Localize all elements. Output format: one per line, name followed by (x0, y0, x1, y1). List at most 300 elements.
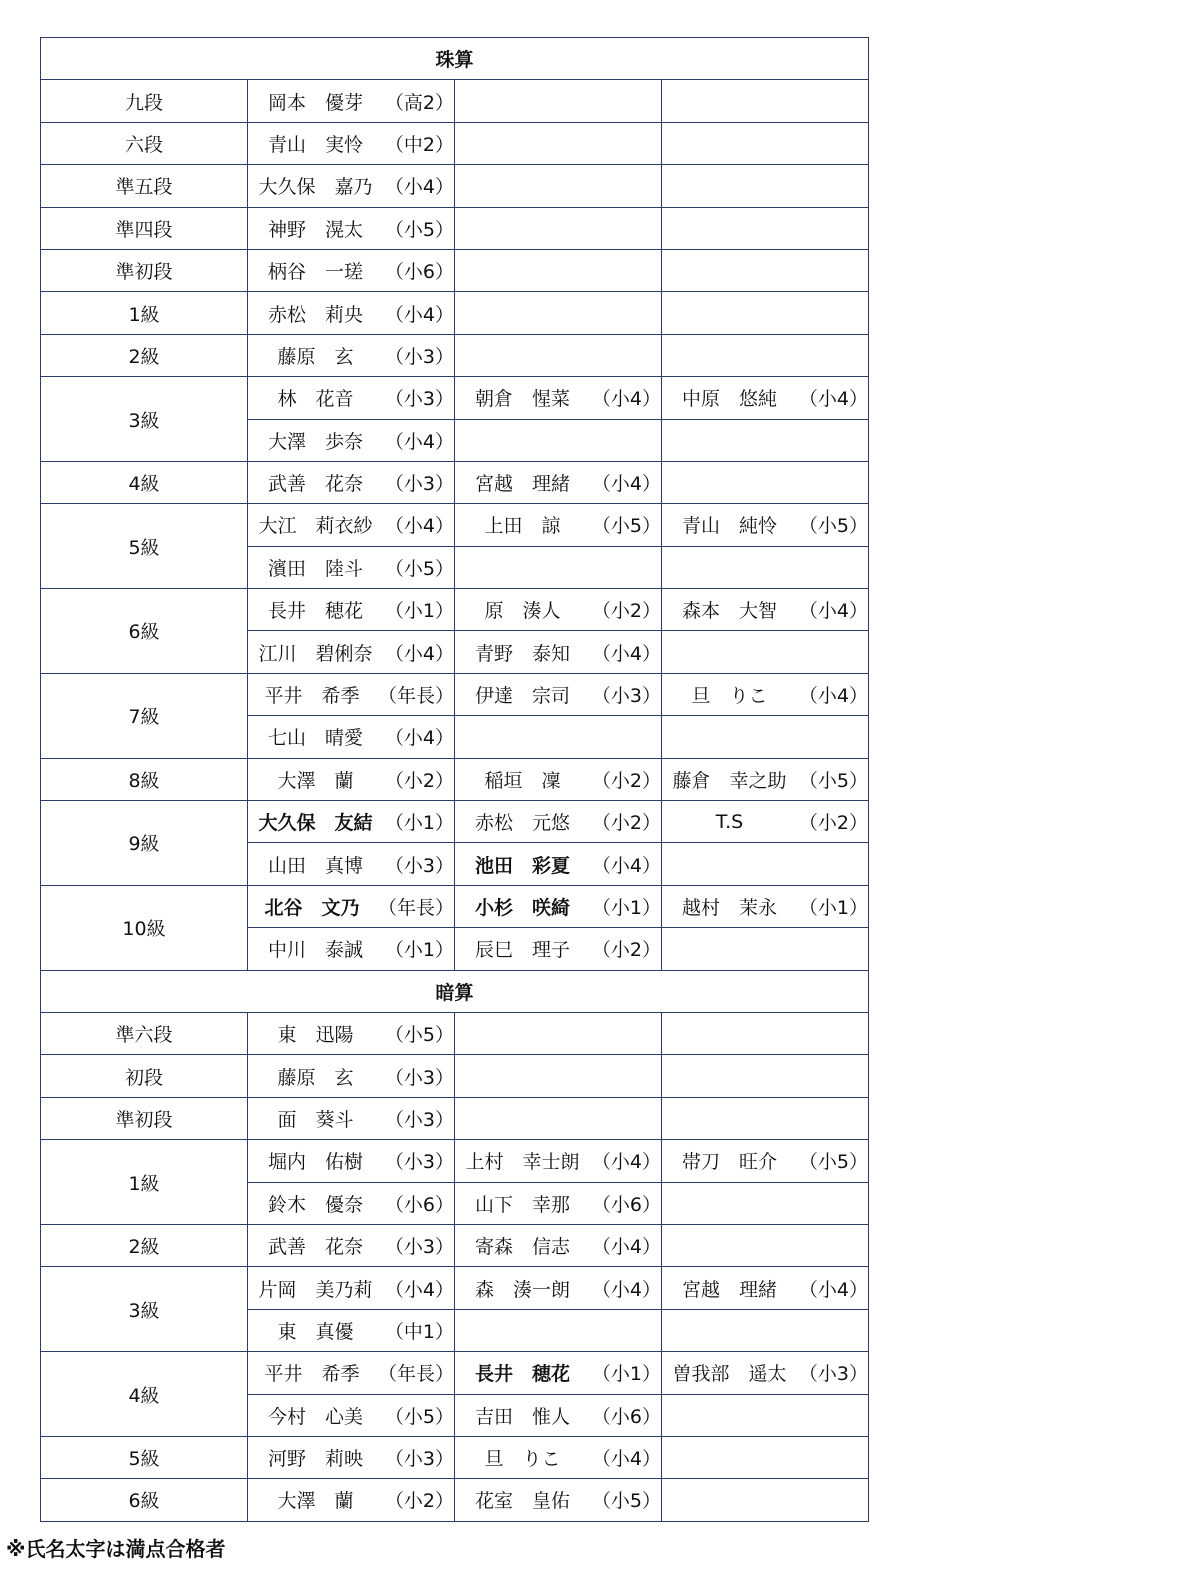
table-row (41, 589, 869, 631)
student-cell (248, 419, 455, 461)
student-cell (455, 546, 662, 588)
student-name: 宮越 理緒 (474, 473, 570, 496)
rank-label: 7級 (41, 673, 248, 758)
student-cell (455, 758, 662, 800)
student-cell (248, 885, 455, 927)
student-cell (248, 207, 455, 249)
section-header-row (41, 38, 869, 80)
student-cell (248, 461, 455, 503)
rank-label: 4級 (41, 461, 248, 503)
student-cell (248, 1140, 455, 1182)
student-cell (662, 716, 869, 758)
student-grade: （小4） (591, 1278, 661, 1301)
student-cell (455, 419, 662, 461)
student-name: 寄森 信志 (474, 1236, 570, 1259)
student-entry (455, 1402, 661, 1429)
student-cell (662, 758, 869, 800)
student-grade: （小3） (591, 685, 661, 708)
table-row (41, 758, 869, 800)
student-entry (662, 1147, 868, 1174)
student-name: 片岡 美乃莉 (258, 1278, 373, 1301)
student-cell (662, 589, 869, 631)
student-grade: （小4） (591, 1151, 661, 1174)
student-name: 青野 泰知 (474, 642, 570, 665)
student-entry (455, 766, 661, 793)
student-entry (455, 384, 661, 411)
student-cell (455, 928, 662, 970)
student-cell (248, 122, 455, 164)
student-entry (248, 723, 454, 750)
student-cell (662, 631, 869, 673)
student-cell (662, 843, 869, 885)
table-row (41, 461, 869, 503)
student-entry (248, 300, 454, 327)
student-entry (248, 427, 454, 454)
student-grade: （小5） (798, 769, 868, 792)
student-cell (455, 1309, 662, 1351)
student-grade: （小4） (798, 600, 868, 623)
student-entry (662, 681, 868, 708)
student-cell (662, 1012, 869, 1054)
student-cell (455, 1097, 662, 1139)
student-cell (248, 249, 455, 291)
student-entry (455, 1147, 661, 1174)
student-cell (662, 546, 869, 588)
rank-label: 準四段 (41, 207, 248, 249)
student-entry (248, 130, 454, 157)
student-name: 宮越 理緒 (681, 1278, 777, 1301)
student-name: 吉田 惟人 (474, 1405, 570, 1428)
student-grade: （年長） (377, 685, 454, 708)
table-row (41, 249, 869, 291)
table-row (41, 1352, 869, 1394)
table-row (41, 1097, 869, 1139)
student-entry (455, 1232, 661, 1259)
student-cell (455, 1479, 662, 1521)
student-name: 山下 幸那 (474, 1193, 570, 1216)
rank-label: 8級 (41, 758, 248, 800)
student-name: 青山 純怜 (681, 515, 777, 538)
student-cell (662, 122, 869, 164)
student-name: 大久保 友結 (258, 812, 373, 835)
student-name: 中川 泰誠 (267, 939, 363, 962)
student-entry (248, 596, 454, 623)
student-grade: （小4） (384, 727, 454, 750)
rank-label: 初段 (41, 1055, 248, 1097)
student-cell (455, 122, 662, 164)
student-grade: （小1） (384, 939, 454, 962)
student-grade: （小5） (591, 1490, 661, 1513)
student-cell (455, 1352, 662, 1394)
results-table (40, 37, 869, 1522)
student-cell (662, 1267, 869, 1309)
student-entry (248, 384, 454, 411)
student-cell (248, 673, 455, 715)
student-name: 七山 晴愛 (267, 727, 363, 750)
student-name: 柄谷 一瑳 (267, 261, 363, 284)
student-entry (248, 1275, 454, 1302)
student-name: 赤松 莉央 (267, 303, 363, 326)
student-grade: （小4） (591, 1236, 661, 1259)
student-grade: （小5） (591, 515, 661, 538)
student-name: 大江 莉衣紗 (258, 515, 373, 538)
table-row (41, 1012, 869, 1054)
student-entry (248, 1190, 454, 1217)
student-cell (248, 1267, 455, 1309)
student-cell (248, 1097, 455, 1139)
student-cell (248, 546, 455, 588)
student-cell (662, 419, 869, 461)
rank-label: 1級 (41, 1140, 248, 1225)
student-grade: （小3） (798, 1363, 868, 1386)
student-cell (248, 589, 455, 631)
student-grade: （小3） (384, 1448, 454, 1471)
student-grade: （小3） (384, 1066, 454, 1089)
student-grade: （小4） (798, 685, 868, 708)
student-name: 赤松 元悠 (474, 812, 570, 835)
student-entry (248, 893, 454, 920)
student-cell (662, 165, 869, 207)
student-grade: （小4） (384, 1278, 454, 1301)
student-cell (248, 801, 455, 843)
student-entry (662, 1275, 868, 1302)
rank-label: 3級 (41, 1267, 248, 1352)
student-cell (455, 165, 662, 207)
student-name: 鈴木 優奈 (267, 1193, 363, 1216)
student-cell (455, 1055, 662, 1097)
student-cell (455, 249, 662, 291)
student-grade: （小6） (384, 1193, 454, 1216)
student-name: 藤原 玄 (277, 1066, 354, 1089)
student-grade: （小1） (591, 1363, 661, 1386)
student-cell (662, 292, 869, 334)
student-grade: （小3） (384, 1236, 454, 1259)
rank-label: 2級 (41, 1224, 248, 1266)
student-entry (662, 893, 868, 920)
student-cell (248, 1394, 455, 1436)
table-row (41, 1224, 869, 1266)
student-name: 池田 彩夏 (474, 854, 570, 877)
student-entry (248, 681, 454, 708)
student-name: 辰巳 理子 (474, 939, 570, 962)
student-grade: （中2） (384, 133, 454, 156)
student-entry (455, 893, 661, 920)
student-grade: （小5） (798, 1151, 868, 1174)
rank-label: 1級 (41, 292, 248, 334)
student-grade: （小4） (384, 430, 454, 453)
student-name: 岡本 優芽 (267, 91, 363, 114)
student-name: 小杉 咲綺 (474, 897, 570, 919)
student-name: 森本 大智 (681, 600, 777, 623)
student-entry (455, 469, 661, 496)
student-cell (455, 80, 662, 122)
student-cell (248, 716, 455, 758)
student-name: 長井 穂花 (267, 600, 363, 623)
student-entry (662, 808, 868, 835)
student-entry (455, 511, 661, 538)
student-name: 武善 花奈 (267, 473, 363, 496)
student-cell (455, 673, 662, 715)
student-entry (248, 215, 454, 242)
student-name: 帯刀 旺介 (681, 1151, 777, 1174)
student-entry (248, 1486, 454, 1513)
student-cell (662, 1309, 869, 1351)
student-entry (455, 808, 661, 835)
student-grade: （小2） (384, 769, 454, 792)
student-name: 旦 りこ (484, 1448, 561, 1471)
student-name: 中原 悠純 (681, 388, 777, 411)
student-grade: （小2） (591, 812, 661, 835)
student-name: 原 湊人 (484, 600, 561, 623)
student-grade: （小2） (591, 939, 661, 962)
student-grade: （小4） (384, 642, 454, 665)
student-name: 青山 実怜 (267, 133, 363, 156)
student-grade: （小5） (384, 557, 454, 580)
rank-label: 5級 (41, 1436, 248, 1478)
student-name: 長井 穂花 (474, 1363, 570, 1386)
student-entry (662, 384, 868, 411)
student-grade: （小3） (384, 345, 454, 368)
student-name: 神野 滉太 (267, 218, 363, 241)
student-name: 平井 希季 (264, 685, 360, 708)
table-row (41, 292, 869, 334)
student-grade: （小4） (384, 176, 454, 199)
student-name: 森 湊一朗 (474, 1278, 570, 1301)
student-entry (662, 511, 868, 538)
student-grade: （小2） (384, 1490, 454, 1513)
student-cell (662, 1479, 869, 1521)
student-cell (248, 1012, 455, 1054)
student-name: T.S (715, 810, 744, 833)
student-cell (248, 292, 455, 334)
student-cell (455, 801, 662, 843)
student-entry (455, 1444, 661, 1471)
student-entry (248, 1402, 454, 1429)
student-grade: （小4） (591, 1448, 661, 1471)
rank-label: 4級 (41, 1352, 248, 1437)
student-cell (455, 631, 662, 673)
student-entry (662, 766, 868, 793)
student-cell (455, 1182, 662, 1224)
student-grade: （小1） (384, 812, 454, 835)
student-cell (248, 928, 455, 970)
student-entry (248, 511, 454, 538)
student-grade: （小4） (591, 854, 661, 877)
student-cell (455, 461, 662, 503)
student-cell (662, 1394, 869, 1436)
student-cell (662, 928, 869, 970)
student-grade: （小2） (591, 769, 661, 792)
student-cell (455, 207, 662, 249)
student-name: 朝倉 惺菜 (474, 388, 570, 411)
table-row (41, 504, 869, 546)
student-cell (248, 1436, 455, 1478)
student-entry (455, 596, 661, 623)
student-entry (248, 1232, 454, 1259)
student-name: 河野 莉映 (267, 1448, 363, 1471)
table-row (41, 80, 869, 122)
student-entry (248, 1105, 454, 1132)
student-cell (662, 1352, 869, 1394)
student-cell (248, 80, 455, 122)
student-name: 堀内 佑樹 (267, 1151, 363, 1174)
student-cell (248, 1224, 455, 1266)
student-name: 藤原 玄 (277, 345, 354, 368)
student-cell (662, 1140, 869, 1182)
rank-label: 六段 (41, 122, 248, 164)
student-grade: （小4） (591, 642, 661, 665)
student-name: 濱田 陸斗 (267, 557, 363, 580)
table-row (41, 885, 869, 927)
student-cell (248, 1479, 455, 1521)
student-cell (455, 716, 662, 758)
student-name: 平井 希季 (264, 1363, 360, 1386)
table-row (41, 1436, 869, 1478)
rank-label: 準初段 (41, 1097, 248, 1139)
student-cell (455, 334, 662, 376)
student-cell (455, 377, 662, 419)
rank-label: 九段 (41, 80, 248, 122)
section-title: 珠算 (41, 38, 869, 80)
student-grade: （小5） (384, 218, 454, 241)
student-cell (248, 504, 455, 546)
student-name: 面 葵斗 (277, 1108, 354, 1131)
student-grade: （小3） (384, 854, 454, 877)
student-entry (248, 342, 454, 369)
student-name: 伊達 宗司 (474, 685, 570, 708)
student-grade: （小2） (798, 812, 868, 835)
student-cell (248, 1055, 455, 1097)
student-cell (248, 758, 455, 800)
student-entry (248, 554, 454, 581)
table-row (41, 1267, 869, 1309)
student-entry (248, 1359, 454, 1386)
student-cell (455, 292, 662, 334)
student-entry (248, 1444, 454, 1471)
table-row (41, 334, 869, 376)
student-cell (662, 673, 869, 715)
student-grade: （小4） (798, 1278, 868, 1301)
student-cell (248, 1352, 455, 1394)
rank-label: 10級 (41, 885, 248, 970)
student-entry (455, 1486, 661, 1513)
student-entry (248, 935, 454, 962)
rank-label: 6級 (41, 589, 248, 674)
student-grade: （小1） (591, 897, 661, 919)
student-cell (662, 461, 869, 503)
student-name: 旦 りこ (691, 685, 768, 708)
table-row (41, 377, 869, 419)
student-grade: （小3） (384, 473, 454, 496)
student-entry (248, 766, 454, 793)
student-name: 山田 真博 (267, 854, 363, 877)
student-entry (248, 172, 454, 199)
student-grade: （小6） (591, 1405, 661, 1428)
student-name: 上田 諒 (484, 515, 561, 538)
student-name: 曽我部 遥太 (672, 1363, 787, 1386)
student-cell (455, 504, 662, 546)
student-grade: （小4） (798, 388, 868, 411)
student-name: 東 迅陽 (277, 1024, 354, 1047)
student-name: 北谷 文乃 (264, 897, 360, 919)
rank-label: 2級 (41, 334, 248, 376)
student-cell (662, 504, 869, 546)
table-row (41, 1479, 869, 1521)
student-grade: （小4） (384, 515, 454, 538)
student-grade: （年長） (377, 897, 454, 919)
student-entry (248, 88, 454, 115)
table-row (41, 801, 869, 843)
section-header-row (41, 970, 869, 1012)
student-entry (248, 469, 454, 496)
student-grade: （小5） (384, 1024, 454, 1047)
table-row (41, 673, 869, 715)
student-entry (662, 1359, 868, 1386)
table-row (41, 207, 869, 249)
student-cell (662, 1182, 869, 1224)
student-cell (455, 1224, 662, 1266)
student-name: 林 花音 (277, 388, 354, 411)
student-cell (455, 1267, 662, 1309)
student-cell (248, 631, 455, 673)
student-name: 大澤 蘭 (277, 769, 354, 792)
student-cell (248, 377, 455, 419)
student-grade: （中1） (384, 1320, 454, 1343)
student-entry (455, 935, 661, 962)
student-name: 今村 心美 (267, 1405, 363, 1428)
table-row (41, 1055, 869, 1097)
student-cell (662, 334, 869, 376)
student-name: 藤倉 幸之助 (672, 769, 787, 792)
student-grade: （高2） (384, 91, 454, 114)
student-grade: （小2） (591, 600, 661, 623)
student-entry (455, 851, 661, 878)
student-entry (248, 639, 454, 666)
student-grade: （小6） (384, 261, 454, 284)
student-grade: （小5） (798, 515, 868, 538)
table-row (41, 122, 869, 164)
student-cell (455, 1012, 662, 1054)
student-cell (455, 1436, 662, 1478)
student-cell (455, 843, 662, 885)
student-grade: （小3） (384, 1151, 454, 1174)
student-cell (662, 1436, 869, 1478)
student-entry (662, 596, 868, 623)
student-grade: （小4） (591, 388, 661, 411)
rank-label: 6級 (41, 1479, 248, 1521)
rank-label: 準六段 (41, 1012, 248, 1054)
student-grade: （小3） (384, 1108, 454, 1131)
student-name: 大澤 蘭 (277, 1490, 354, 1513)
student-cell (662, 801, 869, 843)
student-cell (662, 1055, 869, 1097)
student-entry (455, 1190, 661, 1217)
student-cell (455, 1140, 662, 1182)
student-grade: （小1） (798, 897, 868, 919)
student-cell (248, 1309, 455, 1351)
student-grade: （小1） (384, 600, 454, 623)
student-name: 越村 茉永 (681, 897, 777, 919)
student-entry (248, 851, 454, 878)
rank-label: 3級 (41, 377, 248, 462)
student-entry (248, 1317, 454, 1344)
student-cell (662, 1224, 869, 1266)
student-cell (662, 80, 869, 122)
student-entry (455, 639, 661, 666)
student-grade: （小5） (384, 1405, 454, 1428)
student-cell (662, 377, 869, 419)
student-cell (455, 885, 662, 927)
